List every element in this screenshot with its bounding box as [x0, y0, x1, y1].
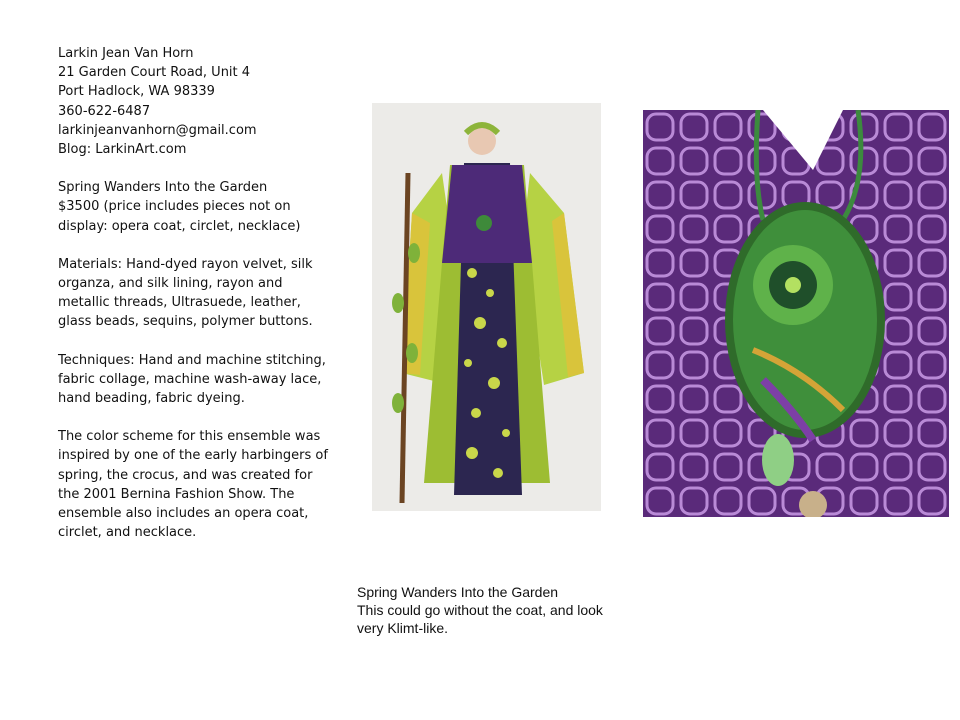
description-text: The color scheme for this ensemble was inspired by one of the early harbingers of spring, the crocus, and was created for the 2001 Bernina Fashion Show. The ensemble also includes an opera coat, circlet, and necklace.: [58, 429, 328, 541]
piece-block: [58, 178, 328, 236]
caption-line-1: Spring Wanders Into the Garden: [357, 584, 559, 600]
artist-info: [58, 44, 328, 561]
address-line-1: 21 Garden Court Road, Unit 4: [58, 65, 251, 81]
ensemble-photo: [372, 103, 601, 511]
detail-photo: [643, 110, 949, 517]
email-address: larkinjeanvanhorn@gmail.com: [58, 122, 257, 138]
address-line-2: Port Hadlock, WA 98339: [58, 84, 215, 100]
materials-text: Materials: Hand-dyed rayon velvet, silk organza, and silk lining, rayon and metallic threads, Ultrasuede, leather, glass beads, sequins, polymer buttons.: [58, 256, 313, 330]
phone-number: 360-622-6487: [58, 103, 151, 119]
piece-price: $3500 (price includes pieces not on display: opera coat, circlet, necklace): [58, 199, 301, 234]
blog-link: Blog: LarkinArt.com: [58, 142, 187, 158]
piece-title: Spring Wanders Into the Garden: [58, 180, 268, 196]
caption-line-2: This could go without the coat, and look: [357, 602, 603, 618]
caption-line-3: very Klimt-like.: [357, 620, 449, 636]
artist-name: Larkin Jean Van Horn: [58, 46, 194, 61]
techniques-text: Techniques: Hand and machine stitching, fabric collage, machine wash-away lace, hand beading, fabric dyeing.: [58, 352, 326, 407]
contact-block: [58, 44, 328, 159]
photo-caption: [357, 583, 657, 637]
